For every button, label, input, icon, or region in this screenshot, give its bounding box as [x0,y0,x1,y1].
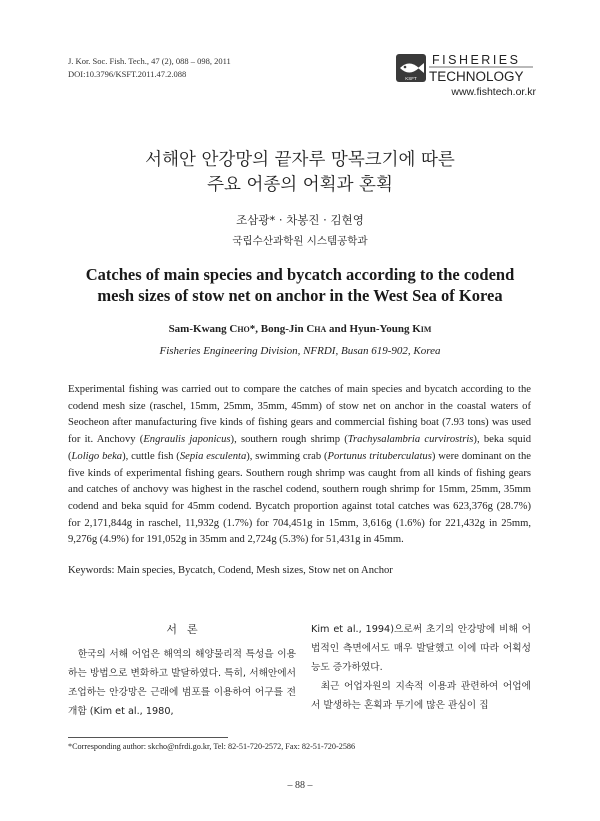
english-authors: Sam-Kwang Cho*, Bong-Jin Cha and Hyun-Young Kim [168,323,432,335]
korean-title-line-1: 서해안 안강망의 끝자루 망목크기에 따른 [145,150,455,170]
body-left-column [68,620,296,721]
journal-logo [395,50,535,86]
svg-text:KSFT: KSFT [405,76,417,81]
keywords: Keywords: Main species, Bycatch, Codend, Mesh sizes, Stow net on Anchor [68,565,393,576]
english-title-line-1: Catches of main species and bycatch according to the codend [85,265,515,284]
footnote-divider [68,737,228,738]
english-title-line-2: mesh sizes of stow net on anchor in the West Sea of Korea [97,286,503,305]
species-name: Engraulis japonicus [143,434,231,446]
korean-title-line-2: 주요 어종의 어획과 혼획 [207,175,393,195]
journal-citation: J. Kor. Soc. Fish. Tech., 47 (2), 088 – 098, 2011 [68,56,231,66]
journal-url[interactable]: www.fishtech.or.kr [451,86,536,98]
species-name: Sepia esculenta [179,450,247,462]
species-name: Portunus trituberculatus [327,450,432,462]
page-number: – 88 – [287,780,313,791]
body-paragraph: 최근 어업자원의 지속적 이용과 관련하여 어업에서 발생하는 혼획과 투기에 많은 관심이 집 [311,681,531,711]
english-title [0,264,600,306]
body-paragraph: Kim et al., 1994)으로써 초기의 안강망에 비해 어법적인 측면에서도 매우 발달했고 이에 따라 어획성능도 증가하였다. [311,624,531,673]
species-name: Loligo beka [71,450,123,462]
body-paragraph: 한국의 서해 어업은 해역의 해양물리적 특성을 이용하는 방법으로 변화하고 발달하였다. 특히, 서해안에서 조업하는 안강망은 근래에 범포를 이용하여 어구를 전개함 (Kim et al., 1980, [68,649,296,717]
body-right-column [311,620,531,715]
korean-authors: 조삼광* · 차봉진 · 김현영 [236,213,364,227]
fish-emblem-icon [395,50,535,86]
svg-text:TECHNOLOGY: TECHNOLOGY [429,69,524,84]
english-affiliation: Fisheries Engineering Division, NFRDI, Busan 619-902, Korea [159,345,441,357]
abstract [68,382,531,549]
korean-affiliation: 국립수산과학원 시스템공학과 [232,235,368,247]
corresponding-author-footnote: *Corresponding author: skcho@nfrdi.go.kr, Tel: 82-51-720-2572, Fax: 82-51-720-2586 [68,742,356,751]
doi: DOI:10.3796/KSFT.2011.47.2.088 [68,69,187,79]
journal-reference [68,55,231,81]
abstract-text: Experimental fishing was carried out to compare the catches of main species and bycatch according to the codend mesh size (raschel, 15mm, 25mm, 35mm, 45mm) of stow net on anchor in the coastal waters of Seocheon after manufacturing five kinds of fishing gears and commercial fishing boat (7.93 tons) was used for it. Anchovy (Engraulis japonicus), southern rough shrimp (Trachysalambria curvirostris), beka squid (Loligo beka), cuttle fish (Sepia esculenta), swimming crab (Portunus trituberculatus) were dominant on the five kinds of experimental fishing gears. Southern rough shrimp was caught from all kinds of fishing gears and catches of anchovy was highest in the raschel codend, southern rough shrimp for 15mm, 25mm, 35mm codend and beka squid for 45mm codend. Bycatch proportion against total catches was 623,376g (28.7%) for 2,171,844g in raschel, 11,932g (1.7%) for 704,451g in 15mm, 3,616g (1.6%) for 221,432g in 25mm, 9,276g (4.9%) for 191,052g in 35mm and 2,724g (5.3%) for 51,431g in 45mm. [68,384,531,546]
svg-text:FISHERIES: FISHERIES [432,53,521,67]
species-name: Trachysalambria curvirostris [347,434,474,446]
section-heading-introduction: 서론 [166,623,208,636]
